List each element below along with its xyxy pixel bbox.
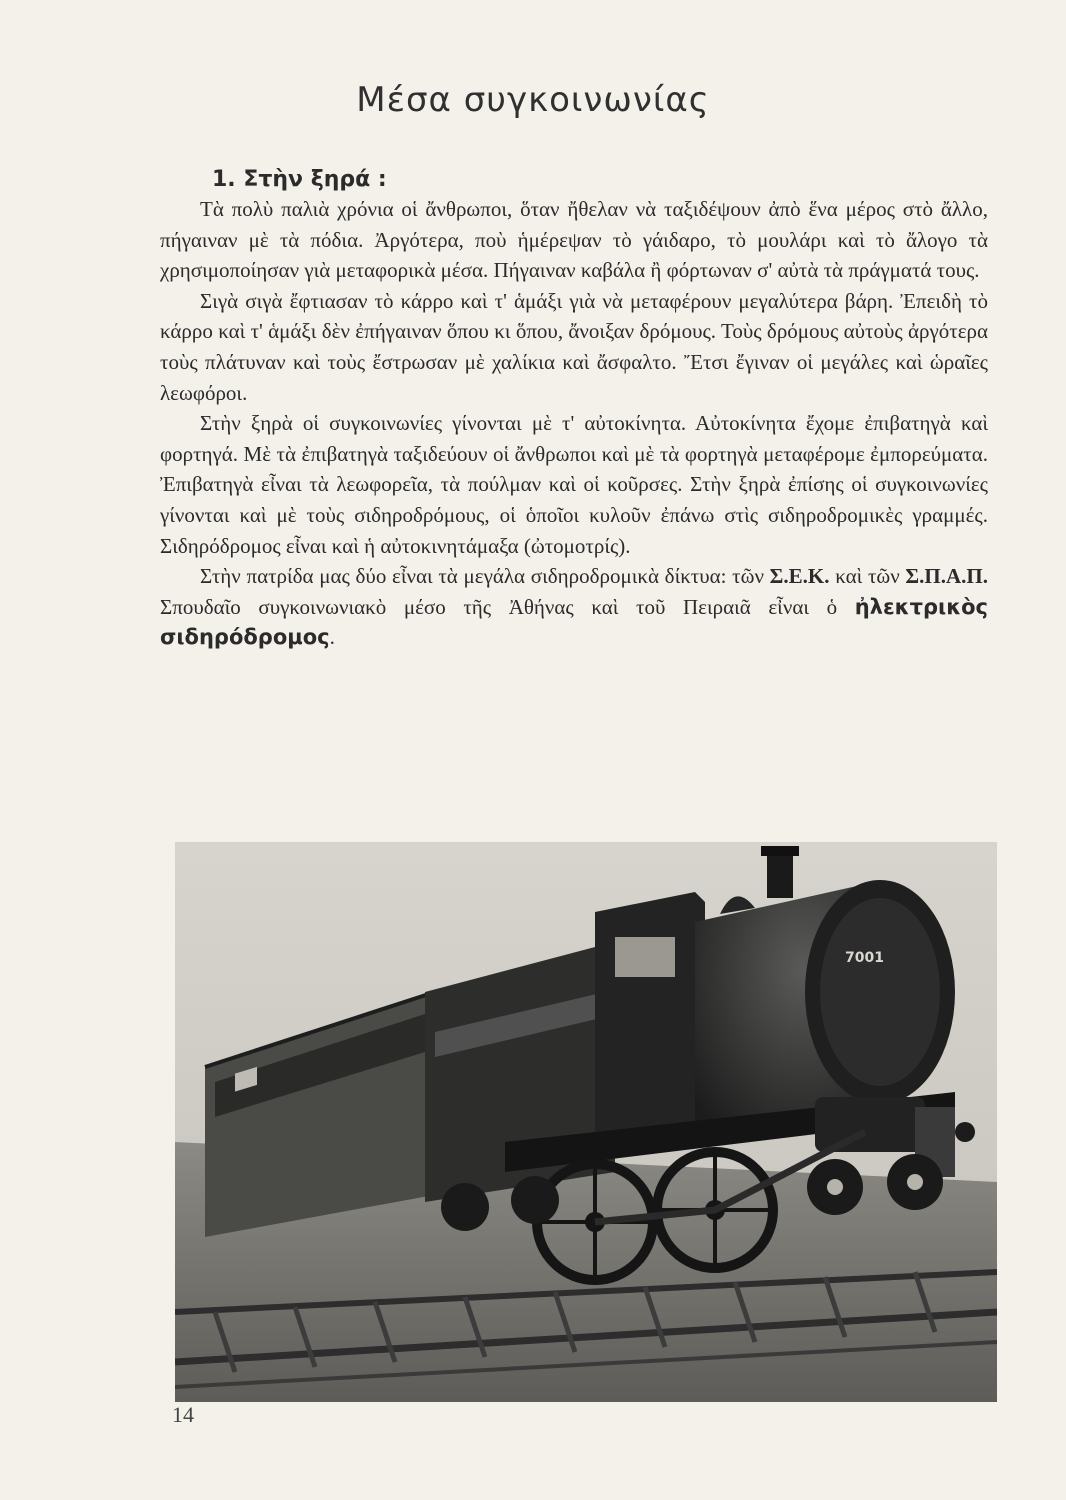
- paragraph-1: Τὰ πολὺ παλιὰ χρόνια οἱ ἄνθρωποι, ὅταν ἤθελαν νὰ ταξιδέψουν ἀπὸ ἕνα μέρος στὸ ἄλλο, πήγαιναν μὲ τὰ πόδια. Ἀργότερα, ποὺ ἡμέρεψαν τὸ γάιδαρο, τὸ μουλάρι καὶ τὸ ἄλογο τὰ χρησιμοποίησαν γιὰ μεταφορικὰ μέσα. Πήγαιναν καβάλα ἢ φόρτωναν σ' αὐτὰ τὰ πράγματά τους.: [160, 197, 988, 283]
- page-number: 14: [172, 1402, 194, 1427]
- paragraph-4-text-b: καὶ τῶν: [829, 564, 906, 589]
- paragraph-4-text-c: Σπουδαῖο συγκοινωνιακὸ μέσο τῆς Ἀθήνας καὶ τοῦ Πειραιᾶ εἶναι ὁ: [160, 594, 855, 619]
- paragraph-4-text-end: .: [329, 625, 335, 650]
- section-heading: 1. Στὴν ξηρά :: [212, 167, 387, 192]
- engine-number: 7001: [845, 950, 884, 966]
- spap-abbreviation: Σ.Π.Α.Π.: [905, 564, 988, 589]
- paragraph-4-text-a: Στὴν πατρίδα μας δύο εἶναι τὰ μεγάλα σιδηροδρομικὰ δίκτυα: τῶν: [200, 564, 770, 589]
- electric-railway-term: ἠλεκτρικὸς σιδηρόδρομος: [160, 594, 988, 650]
- paragraph-2: Σιγὰ σιγὰ ἔφτιασαν τὸ κάρρο καὶ τ' ἁμάξι γιὰ νὰ μεταφέρουν μεγαλύτερα βάρη. Ἐπειδὴ τὸ κάρρο καὶ τ' ἁμάξι δὲν ἐπήγαιναν ὅπου κι ὅπου, ἄνοιξαν δρόμους. Τοὺς δρόμους αὐτοὺς ἀργότερα τοὺς πλάτυναν καὶ τοὺς ἔστρωσαν μὲ χαλίκια καὶ ἄσφαλτο. Ἔτσι ἔγιναν οἱ μεγάλες καὶ ὡραῖες λεωφόροι.: [160, 288, 988, 405]
- paragraph-3: Στὴν ξηρὰ οἱ συγκοινωνίες γίνονται μὲ τ' αὐτοκίνητα. Αὐτοκίνητα ἔχομε ἐπιβατηγὰ καὶ φορτηγά. Μὲ τὰ ἐπιβατηγὰ ταξιδεύουν οἱ ἄνθρωποι καὶ μὲ τὰ φορτηγὰ μεταφέρομε ἐμπορεύματα. Ἐπιβατηγὰ εἶναι τὰ λεωφορεῖα, τὰ πούλμαν καὶ οἱ κοῦρσες. Στὴν ξηρὰ ἐπίσης οἱ συγκοινωνίες γίνονται καὶ μὲ τοὺς σιδηροδρόμους, οἱ ὁποῖοι κυλοῦν ἐπάνω στὶς σιδηροδρομικὲς γραμμές. Σιδηρόδρομος εἶναι καὶ ἡ αὐτοκινητάμαξα (ὠτομοτρίς).: [160, 411, 988, 558]
- paragraph-4: [160, 561, 988, 653]
- body-text: [160, 194, 988, 653]
- steam-locomotive-illustration: [175, 842, 997, 1402]
- page-title: Μέσα συγκοινωνίας: [356, 80, 710, 120]
- sek-abbreviation: Σ.Ε.Κ.: [769, 564, 830, 589]
